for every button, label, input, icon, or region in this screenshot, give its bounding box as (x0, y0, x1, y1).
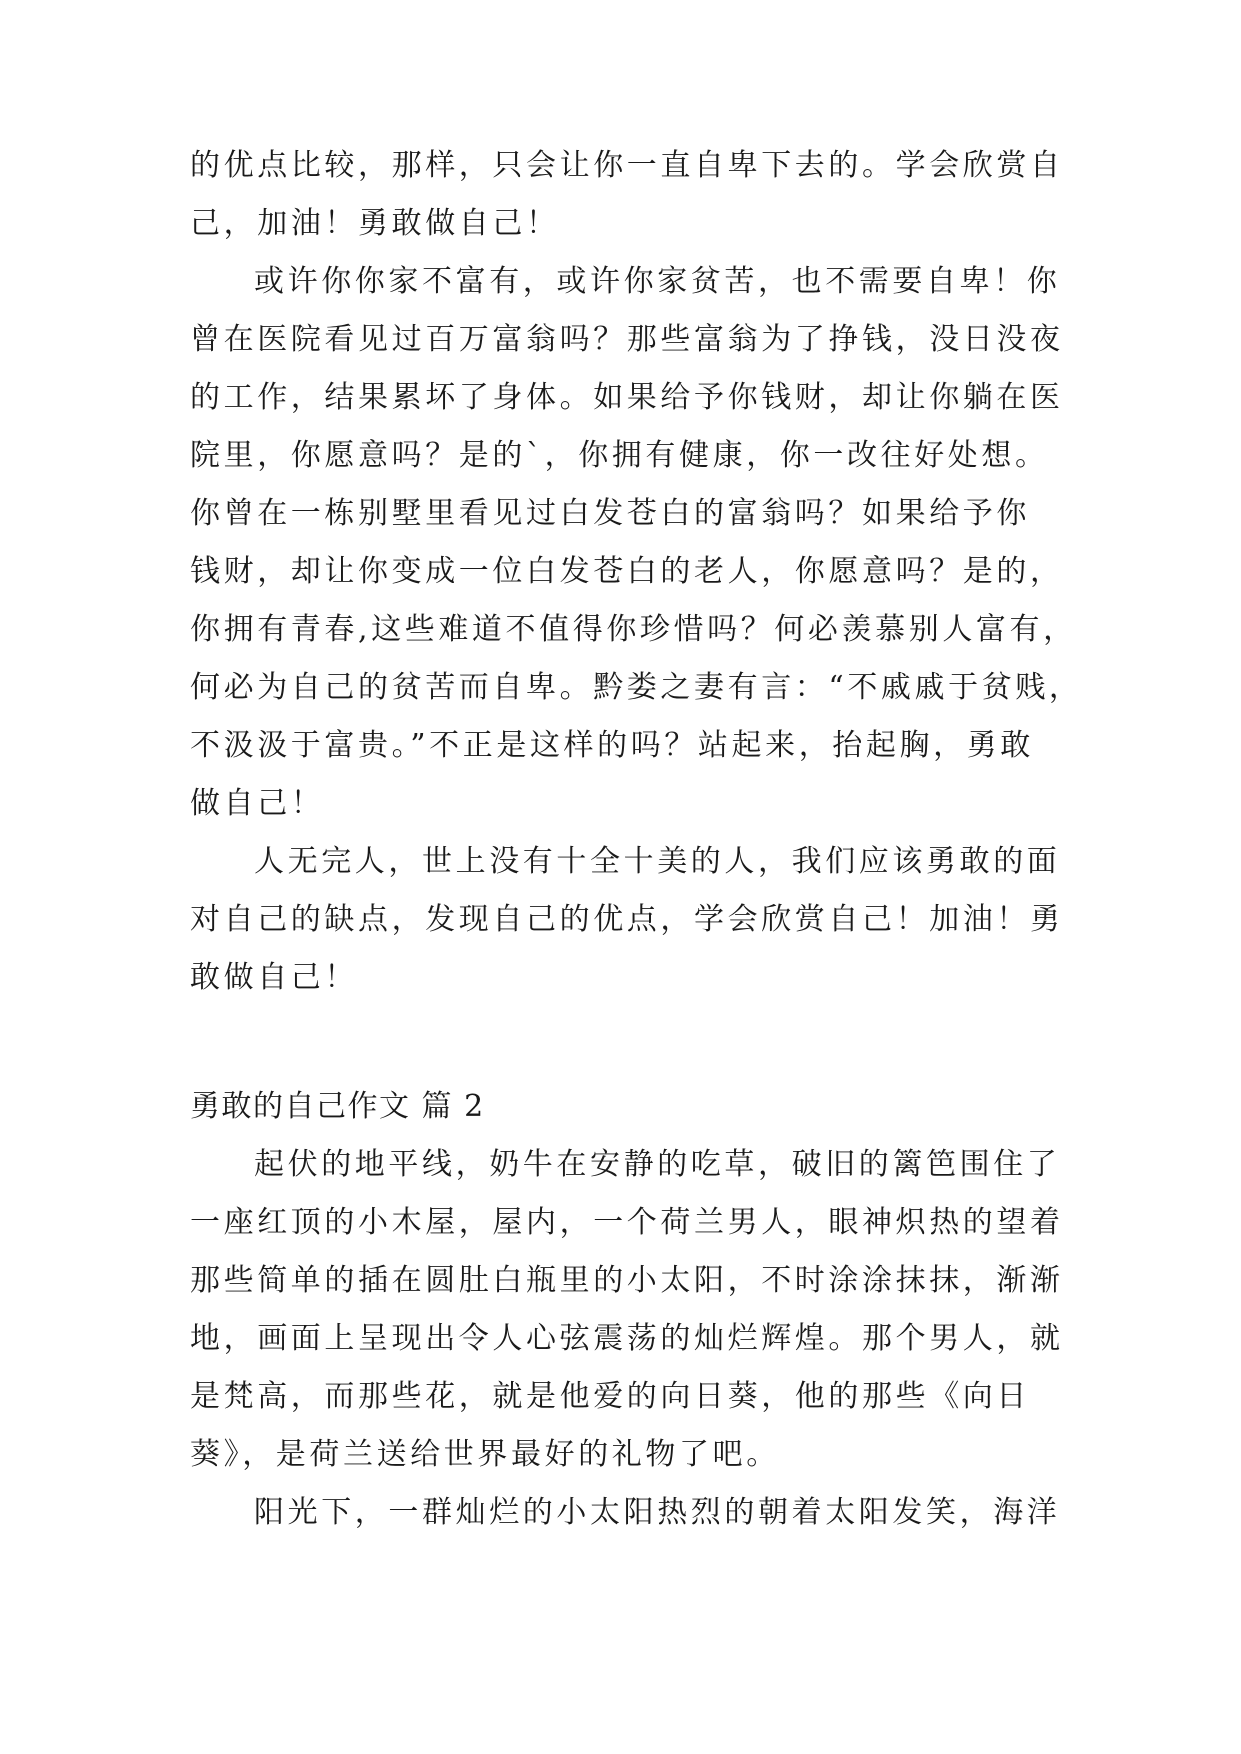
text-line: 人无完人，世上没有十全十美的人，我们应该勇敢的面 (254, 844, 1061, 879)
text-line: 是梵高，而那些花，就是他爱的向日葵，他的那些《向日 (190, 1379, 1030, 1414)
text-line: 敢做自己！ (190, 960, 358, 995)
text-line: 或许你你家不富有，或许你家贫苦，也不需要自卑！你 (254, 264, 1061, 299)
text-line: 阳光下，一群灿烂的小太阳热烈的朝着太阳发笑，海洋 (254, 1495, 1061, 1530)
text-line: 起伏的地平线，奶牛在安静的吃草，破旧的篱笆围住了 (254, 1147, 1061, 1182)
body-text-top (190, 137, 1083, 1007)
text-line: 你拥有青春,这些难道不值得你珍惜吗？何必羡慕别人富有， (190, 612, 1077, 647)
text-line: 己，加油！勇敢做自己！ (190, 206, 560, 241)
text-line: 对自己的缺点，发现自己的优点，学会欣赏自己！加油！勇 (190, 902, 1064, 937)
text-line: 的优点比较，那样，只会让你一直自卑下去的。学会欣赏自 (190, 148, 1064, 183)
section-heading: 勇敢的自己作文 篇 2 (190, 1089, 485, 1124)
text-line: 地，画面上呈现出令人心弦震荡的灿烂辉煌。那个男人，就 (190, 1321, 1064, 1356)
text-line: 你曾在一栋别墅里看见过白发苍白的富翁吗？如果给予你 (190, 496, 1030, 531)
text-line: 钱财，却让你变成一位白发苍白的老人，你愿意吗？是的， (190, 554, 1064, 589)
text-line: 的工作，结果累坏了身体。如果给予你钱财，却让你躺在医 (190, 380, 1064, 415)
text-line: 院里，你愿意吗？是的`，你拥有健康，你一改往好处想。 (190, 438, 1049, 473)
text-line: 何必为自己的贫苦而自卑。黔娄之妻有言：“不戚戚于贫贱， (190, 670, 1083, 705)
text-line: 不汲汲于富贵。”不正是这样的吗？站起来，抬起胸，勇敢 (190, 728, 1034, 763)
body-text-bottom (190, 1136, 1070, 1542)
text-line: 葵》，是荷兰送给世界最好的礼物了吧。 (190, 1437, 780, 1472)
text-line: 曾在医院看见过百万富翁吗？那些富翁为了挣钱，没日没夜 (190, 322, 1064, 357)
text-line: 做自己！ (190, 786, 325, 821)
text-line: 那些简单的插在圆肚白瓶里的小太阳，不时涂涂抹抹，渐渐 (190, 1263, 1064, 1298)
text-line: 一座红顶的小木屋，屋内，一个荷兰男人，眼神炽热的望着 (190, 1205, 1064, 1240)
